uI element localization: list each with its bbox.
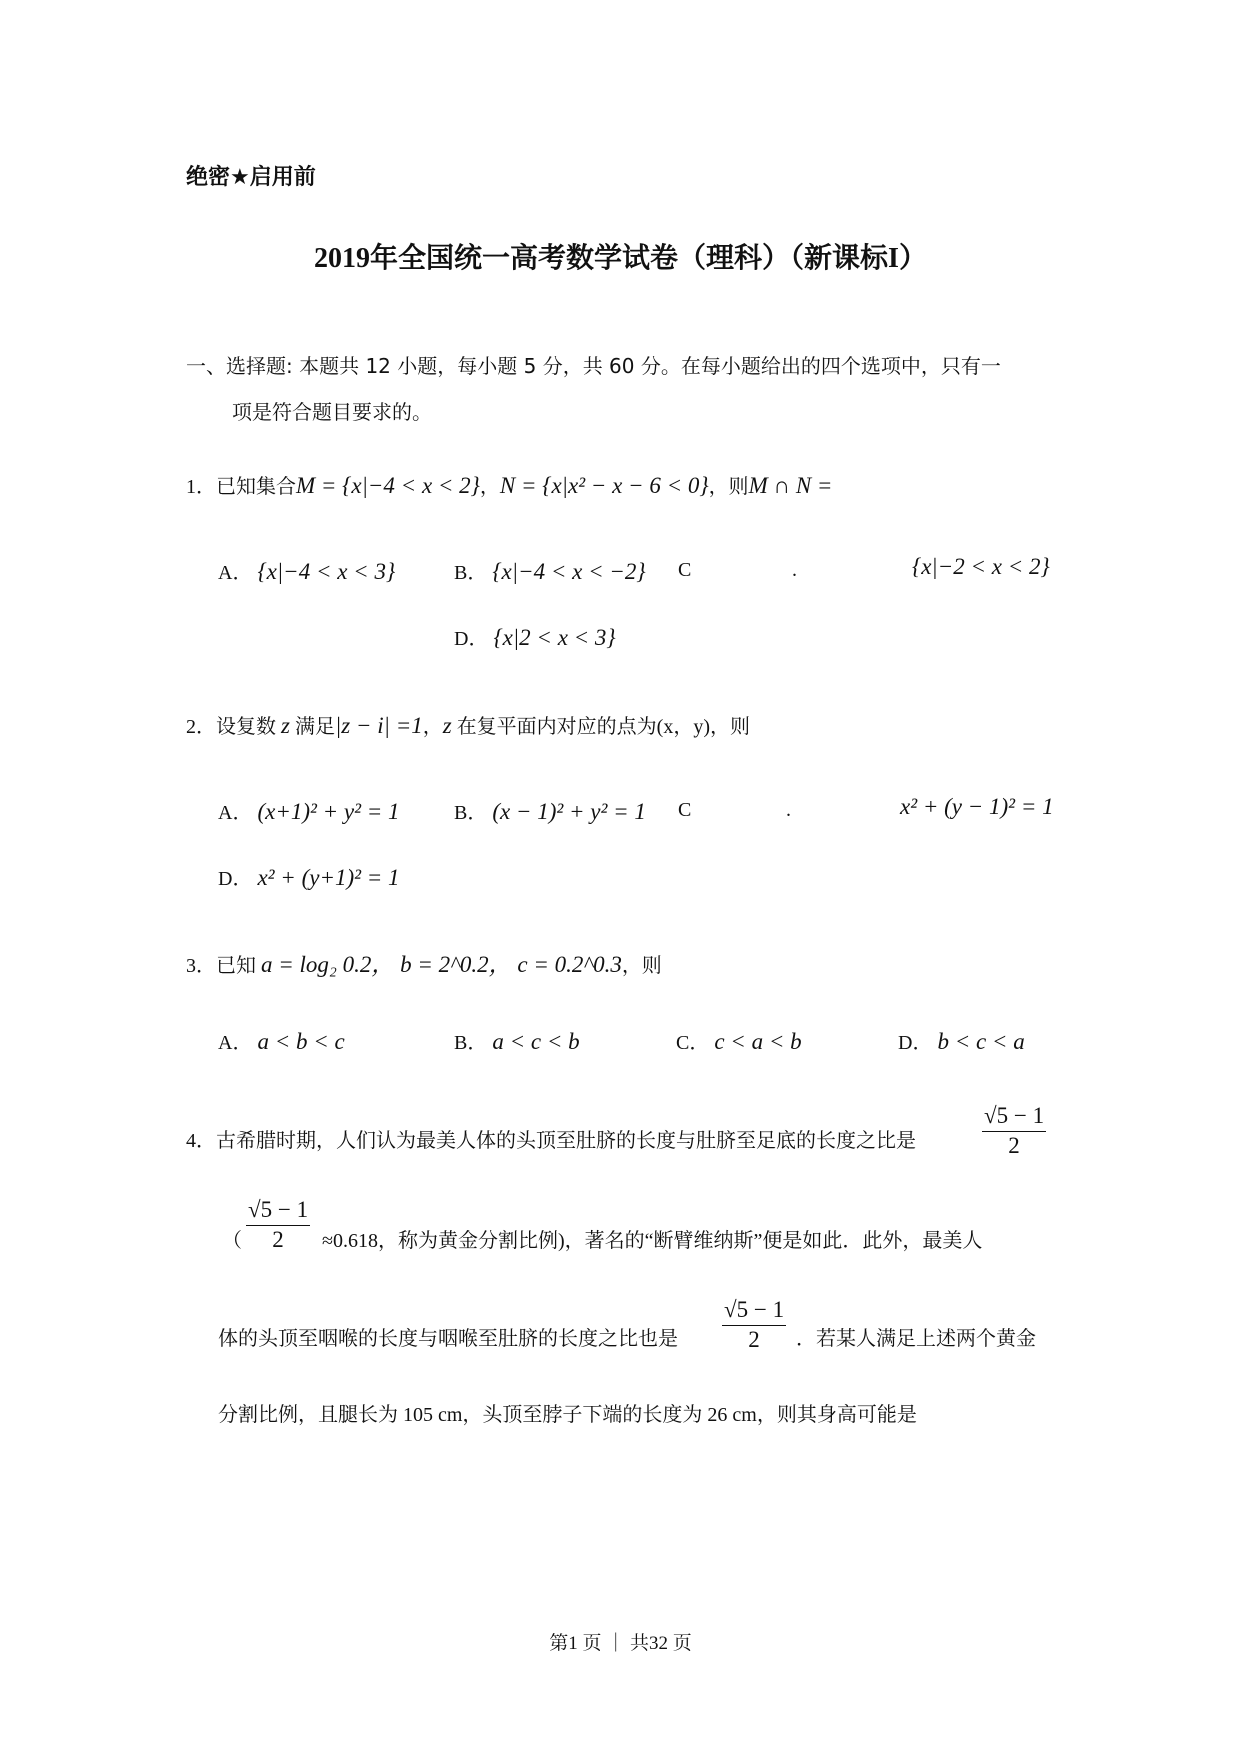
option-b — [454, 1026, 580, 1055]
section-heading: 一、选择题: 本题共 12 小题，每小题 5 分，共 60 分。在每小题给出的四个选项中，只有一 — [186, 354, 1001, 378]
fraction-denominator: 2 — [748, 1326, 760, 1352]
question-text: 古希腊时期，人们认为最美人体的头顶至肚脐的长度与肚脐至足底的长度之比是 — [216, 1130, 916, 1152]
option-label: D． — [454, 628, 489, 650]
option-value: (x − 1)² + y² = 1 — [492, 799, 646, 824]
page-footer: 第1 页 ｜ 共32 页 — [549, 1633, 692, 1654]
option-d — [218, 862, 400, 891]
question-text: ，则 — [621, 955, 662, 977]
question-4-line2-rest: ≈0.618，称为黄金分割比例)，著名的“断臂维纳斯”便是如此．此外，最美人 — [322, 1230, 983, 1252]
golden-ratio-fraction — [722, 1296, 786, 1355]
option-c-dot: . — [792, 559, 797, 581]
fraction-denominator: 2 — [272, 1226, 284, 1252]
option-value: {x|−4 < x < −2} — [492, 559, 646, 584]
question-4-line2 — [222, 1224, 242, 1253]
question-text: 满足 — [294, 716, 335, 738]
option-label: D． — [898, 1032, 933, 1054]
option-b — [454, 796, 646, 825]
option-b — [454, 556, 646, 585]
golden-ratio-fraction — [246, 1196, 310, 1255]
question-number: 4． — [186, 1130, 216, 1152]
option-label: A． — [218, 1032, 253, 1054]
option-label: B． — [454, 802, 488, 824]
condition: |z − i| =1 — [334, 713, 423, 738]
secret-label: 绝密★启用前 — [186, 165, 316, 190]
var-z: z — [281, 713, 290, 738]
option-d — [454, 622, 616, 651]
fraction-numerator: √5 − 1 — [246, 1196, 310, 1226]
option-d — [898, 1026, 1025, 1055]
option-label: D． — [218, 868, 253, 890]
option-c-label: C — [678, 559, 692, 581]
option-value: x² + (y+1)² = 1 — [257, 865, 400, 890]
question-ask: M ∩ N = — [748, 473, 833, 498]
option-label: C． — [676, 1032, 710, 1054]
question-text: 已知 — [216, 955, 256, 977]
question-number: 1． — [186, 476, 216, 498]
option-value: (x+1)² + y² = 1 — [257, 799, 400, 824]
question-2 — [186, 710, 750, 739]
question-4-line3b: ．若某人满足上述两个黄金 — [796, 1328, 1036, 1350]
question-text: 在复平面内对应的点为(x，y)，则 — [456, 716, 751, 738]
question-4 — [186, 1124, 916, 1153]
option-value: {x|−4 < x < 3} — [257, 559, 396, 584]
question-4-line4: 分割比例，且腿长为 105 cm，头顶至脖子下端的长度为 26 cm，则其身高可能是 — [218, 1404, 917, 1426]
question-text: 设复数 — [216, 716, 276, 738]
page-title: 2019年全国统一高考数学试卷（理科）（新课标I） — [314, 243, 927, 274]
option-label: A． — [218, 562, 253, 584]
option-c-value: x² + (y − 1)² = 1 — [900, 794, 1054, 819]
fraction-denominator: 2 — [1008, 1132, 1020, 1158]
option-label: A． — [218, 802, 253, 824]
set-n: N = {x|x² − x − 6 < 0} — [499, 473, 709, 498]
option-value: c < a < b — [714, 1029, 802, 1054]
set-m: M = {x|−4 < x < 2} — [296, 473, 480, 498]
question-number: 2． — [186, 716, 216, 738]
option-c-label: C — [678, 799, 692, 821]
question-text: ， — [479, 476, 500, 498]
option-a — [218, 796, 400, 825]
section-heading-cont: 项是符合题目要求的。 — [232, 400, 432, 424]
question-text: ，则 — [708, 476, 749, 498]
option-label: B． — [454, 562, 488, 584]
var-z: z — [442, 713, 452, 738]
expression: a = log₂ 0.2， b = 2^0.2， c = 0.2^0.3 — [261, 952, 622, 977]
option-c — [676, 1026, 802, 1055]
fraction-numerator: √5 − 1 — [982, 1102, 1046, 1132]
option-value: a < b < c — [257, 1029, 345, 1054]
option-a — [218, 556, 395, 585]
question-3 — [186, 946, 662, 979]
question-text: ， — [422, 716, 443, 738]
question-text: （ — [222, 1230, 242, 1252]
question-1 — [186, 470, 832, 499]
option-a — [218, 1026, 345, 1055]
option-c-dot: . — [786, 799, 791, 821]
fraction-numerator: √5 − 1 — [722, 1296, 786, 1326]
option-value: b < c < a — [937, 1029, 1025, 1054]
question-text: 已知集合 — [216, 476, 296, 498]
golden-ratio-fraction — [982, 1102, 1046, 1161]
option-c-value: {x|−2 < x < 2} — [912, 554, 1050, 579]
question-number: 3． — [186, 955, 216, 977]
question-4-line3a: 体的头顶至咽喉的长度与咽喉至肚脐的长度之比也是 — [218, 1328, 678, 1350]
option-value: a < c < b — [492, 1029, 580, 1054]
option-label: B． — [454, 1032, 488, 1054]
option-value: {x|2 < x < 3} — [493, 625, 616, 650]
